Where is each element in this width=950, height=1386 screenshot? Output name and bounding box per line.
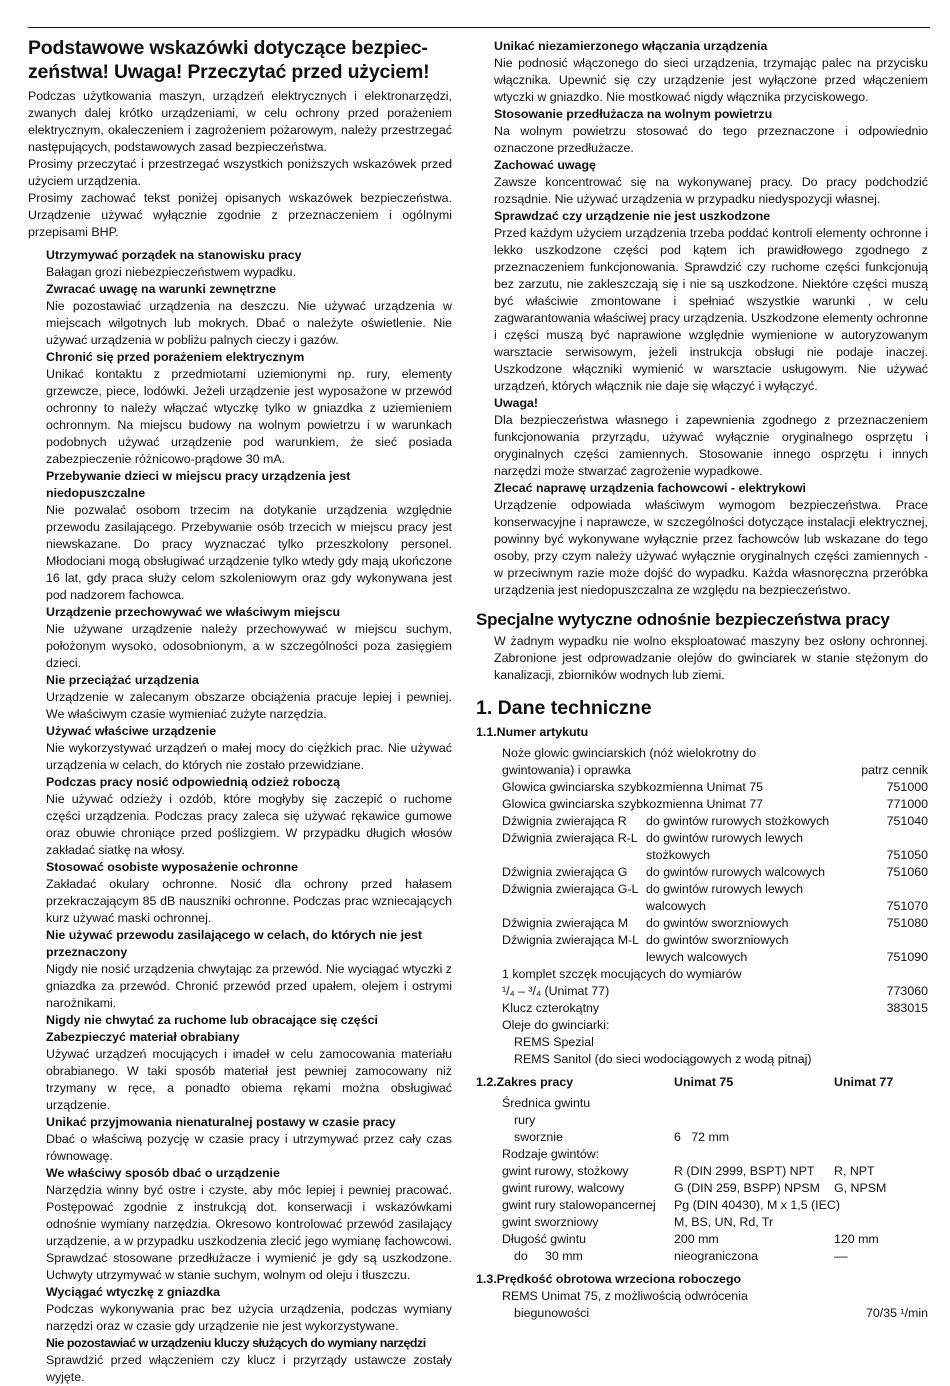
section-heading: Stosowanie przedłużacza na wolnym powietrzu xyxy=(494,107,773,121)
lever-row: Dźwignia zwierająca R-L do gwintów rurowych lewych xyxy=(502,831,804,845)
intro-paragraph: Prosimy przeczytać i przestrzegać wszystkich poniższych wskazówek przed użyciem urządzenia. xyxy=(28,157,452,188)
range-row: sworznie 6 72 mm xyxy=(514,1130,730,1144)
section-body: Podczas wykonywania prac bez użycia urządzenia, podczas wymiany narzędzi oraz w czasie gdy urządzenie nie jest wykorzystywane. xyxy=(46,1302,452,1333)
column-unimat-75: Unimat 75 xyxy=(674,1075,734,1089)
lever-row-continued: walcowych 751070 xyxy=(646,899,928,913)
article-numbers-list xyxy=(476,745,928,1068)
left-column xyxy=(28,36,452,1386)
range-row: Rodzaje gwintów: xyxy=(502,1147,600,1161)
lever-row: Dźwignia zwierająca M-L do gwintów sworzniowych xyxy=(502,933,789,947)
special-guidelines-heading: Specjalne wytyczne odnośnie bezpieczeństwa pracy xyxy=(476,610,890,629)
section-heading: Nigdy nie chwytać za ruchome lub obracające się części xyxy=(46,1013,378,1027)
range-row: gwint rurowy, walcowy G (DIN 259, BSPP) NPSM G, NPSM xyxy=(502,1181,887,1195)
section-body: Nie wykorzystywać urządzeń o małej mocy do ciężkich prac. Nie używać urządzenia w celach, do których nie zostało przewidziane. xyxy=(46,741,452,772)
top-rule xyxy=(28,27,930,28)
working-range-header xyxy=(476,1074,928,1091)
section-body: Nie pozwalać osobom trzecim na dotykanie urządzenia względnie przewodu zasilającego. Przebywanie osób trzecich w miejscu pracy jest niewskazane. Do pracy wyznaczać tylko przeszkolony personel. Młodociani mogą obsługiwać urządzenie tylko wtedy gdy mają ukończone 16 lat, gdy praca służy celom szkoleniowym oraz gdy wykonywana jest pod nadzorem fachowca. xyxy=(46,503,452,602)
range-row: rury xyxy=(514,1113,536,1127)
spindle-speed-block xyxy=(476,1288,928,1322)
article-row: Glowica gwinciarska szybkozmienna Unimat 75 751000 xyxy=(502,780,928,794)
range-row: Średnica gwintu xyxy=(502,1096,591,1110)
spindle-speed-heading: 1.3.Prędkość obrotowa wrzeciona roboczego xyxy=(476,1272,742,1286)
section-heading: Sprawdzać czy urządzenie nie jest uszkodzone xyxy=(494,209,771,223)
lever-row: Dźwignia zwierająca R do gwintów rurowych stożkowych 751040 xyxy=(502,814,928,828)
section-body: Urządzenie w zalecanym obszarze obciążenia pracuje lepiej i pewniej. We właściwym czasie wymieniać zużyte narzędzia. xyxy=(46,690,452,721)
article-row: Glowica gwinciarska szybkozmienna Unimat 77 771000 xyxy=(502,797,928,811)
section-heading: Podczas pracy nosić odpowiednią odzież roboczą xyxy=(46,775,340,789)
oils-label: Oleje do gwinciarki: xyxy=(502,1018,610,1032)
lever-row: Dźwignia zwierająca G-L do gwintów rurowych lewych xyxy=(502,882,804,896)
article-row: Noże glowic gwinciarskich (nóż wielokrotny do xyxy=(502,746,757,760)
section-heading: Zwracać uwagę na warunki zewnętrzne xyxy=(46,282,276,296)
section-body: Nigdy nie nosić urządzenia chwytając za przewód. Nie wyciągać wtyczki z gniazdka za przewód. Chronić przewód przed upałem, olejem i ostrymi narożnikami. xyxy=(46,962,452,1010)
range-row: do 30 mm nieograniczona –– xyxy=(514,1249,848,1263)
lever-row: Dźwignia zwierająca G do gwintów rurowych walcowych 751060 xyxy=(502,865,928,879)
section-heading: Nie przeciążać urządzenia xyxy=(46,673,199,687)
lever-row: Dźwignia zwierająca M do gwintów sworzniowych 751080 xyxy=(502,916,928,930)
section-body: Zawsze koncentrować się na wykonywanej pracy. Do pracy podchodzić rozsądnie. Nie używać urządzenia w przypadku niedyspozycji własnej. xyxy=(494,175,928,206)
section-body: Dla bezpieczeństwa własnego i zapewnienia zgodnego z przeznaczeniem funkcjonowania przyrządu, używać wyłącznie oryginalnego osprzętu i oryginalnych części zamiennych. Stosowanie innego osprzętu i innych narzędzi może stwarzać zagrożenie wypadkowe. xyxy=(494,413,928,478)
safety-rules-list-continued xyxy=(476,38,928,599)
section-heading: Chronić się przed porażeniem elektrycznym xyxy=(46,350,305,364)
section-heading: Zabezpieczyć materiał obrabiany xyxy=(46,1030,240,1044)
section-body: Sprawdzić przed włączeniem czy klucz i przyrządy ustawcze zostały wyjęte. xyxy=(46,1353,452,1384)
section-heading: Zlecać naprawę urządzenia fachowcowi - elektrykowi xyxy=(494,481,806,495)
range-row: gwint rury stalowopancernej Pg (DIN 40430), M x 1,5 (IEC) xyxy=(502,1198,840,1212)
column-unimat-77: Unimat 77 xyxy=(834,1075,894,1089)
section-body: Narzędzia winny być ostre i czyste, aby móc lepiej i pewniej pracować. Postępować zgodnie z instrukcją dot. konserwacji i wskazówkami odnośnie wymiany narzędzia. Okresowo kontrolować przewód zasilający urządzenie, a w przypadku uszkodzenia zlecić jego wymianę fachowcowi. Sprawdzać stosowane przedłużacze i wymienić je gdy są uszkodzone. Uchwyty utrzymywać w stanie suchym, wolnym od oleju i tłuszczu. xyxy=(46,1183,452,1282)
article-row: gwintowania) i oprawka patrz cennik xyxy=(502,763,928,777)
section-heading: Nie pozostawiać w urządzeniu kluczy służących do wymiany narzędzi xyxy=(46,1336,426,1350)
article-row: 1 komplet szczęk mocujących do wymiarów xyxy=(502,967,742,981)
section-body: Na wolnym powietrzu stosować do tego przeznaczone i odpowiednio oznaczone przedłużacze. xyxy=(494,124,928,155)
range-row: gwint sworzniowy M, BS, UN, Rd, Tr xyxy=(502,1215,774,1229)
section-body: Unikać kontaktu z przedmiotami uziemionymi np. rury, elementy grzewcze, piece, lodówki. Jeżeli urządzenie jest wyposażone w przewód ochronny to należy włączać wtyczkę tylko w gniazdka z uziemieniem ochronnym. Na miejscu budowy na wolnym powietrzu i w warunkach podobnych używać urządzenie pod warunkiem, że sieć posiada zabezpieczenie różnicowo-prądowe 30 mA. xyxy=(46,367,452,466)
right-column xyxy=(476,38,928,1322)
oil-item: REMS Sanitol (do sieci wodociągowych z wodą pitnaj) xyxy=(514,1052,812,1066)
section-heading: Używać właściwe urządzenie xyxy=(46,724,217,738)
article-row: ¹/₄ – ³/₄ (Unimat 77) 773060 xyxy=(502,984,928,998)
lever-row-continued: stożkowych 751050 xyxy=(646,848,928,862)
lever-row-continued: lewych walcowych 751090 xyxy=(646,950,928,964)
intro-paragraph: Podczas użytkowania maszyn, urządzeń elektrycznych i elektronarzędzi, zwanych dalej krótko urządzeniami, w celu ochrony przed porażeniem elektrycznym, okaleczeniem i zagrożeniem pożarowym, należy przestrzegać następujących, podstawowych zasad bezpieczeństwa. xyxy=(28,89,452,154)
section-heading: Wyciągać wtyczkę z gniazdka xyxy=(46,1285,221,1299)
section-heading: Przebywanie dzieci w miejscu pracy urządzenia jest niedopuszczalne xyxy=(46,469,351,500)
section-heading: Stosować osobiste wyposażenie ochronne xyxy=(46,860,298,874)
safety-rules-list xyxy=(28,247,452,1386)
intro-paragraph: Prosimy zachować tekst poniżej opisanych wskazówek bezpieczeństwa. Urządzenie używać wyłącznie zgodnie z przeznaczeniem i ogólnymi przepisami BHP. xyxy=(28,191,452,239)
section-body: Używać urządzeń mocujących i imadeł w celu zamocowania materiału obrabianego. W taki sposób materiał jest pewniej zamocowany niż trzymany w ręce, a ponadto obiema rękami można obsługiwać urządzenie. xyxy=(46,1047,452,1112)
section-heading: Urządzenie przechowywać we właściwym miejscu xyxy=(46,605,341,619)
section-body: Nie podnosić włączonego do sieci urządzenia, trzymając palec na przycisku włącznika. Upewnić się czy urządzenie jest wyłączone przed włączeniem wtyczki w gniazdko. Nie mostkować nigdy włącznika przyciskowego. xyxy=(494,56,928,104)
range-row: gwint rurowy, stożkowy R (DIN 2999, BSPT) NPT R, NPT xyxy=(502,1164,875,1178)
section-body: Bałagan grozi niebezpieczeństwem wypadku. xyxy=(46,265,297,279)
section-body: Dbać o właściwą pozycję w czasie pracy i utrzymywać przez cały czas równowagę. xyxy=(46,1132,452,1163)
page-title: Podstawowe wskazówki dotyczące bezpiec-zeństwa! Uwaga! Przeczytać przed użyciem! xyxy=(28,37,430,83)
article-numbers-heading: 1.1.Numer artykutu xyxy=(476,725,589,739)
section-body: Zakładać okulary ochronne. Nosić dla ochrony przed hałasem przekraczającym 85 dB nauszniki ochronne. Podczas prac wzniecających kurz używać maski ochronnej. xyxy=(46,877,452,925)
working-range-table xyxy=(476,1095,928,1265)
spindle-speed-label-cont: biegunowości xyxy=(514,1306,590,1320)
section-heading: Uwaga! xyxy=(494,396,539,410)
section-heading: Nie używać przewodu zasilającego w celach, do których nie jest przeznaczony xyxy=(46,928,422,959)
section-body: Urządzenie odpowiada właściwym wymogom bezpieczeństwa. Prace konserwacyjne i naprawcze, w szczególności dotyczące instalacji elektrycznej, powinny być wykonywane wyłącznie przez fachowców lub wskazane do tego osoby, przy czym należy używać wyłącznie oryginalnych części zamiennych - w przeciwnym razie może dojść do wypadku. Każda własnoręczna przeróbka urządzenia jest niedopuszczalna ze względu na bezpieczeństwo. xyxy=(494,498,928,597)
spindle-speed-value: 70/35 ¹/min xyxy=(866,1306,928,1320)
special-guidelines-body: W żadnym wypadku nie wolno eksploatować maszyny bez osłony ochronnej. Zabronione jest odprowadzanie olejów do gwinciarek w stanie stężonym do kanalizacji, zbiorników wodnych lub ziemi. xyxy=(494,634,928,682)
section-body: Nie pozostawiać urządzenia na deszczu. Nie używać urządzenia w miejscach wilgotnych lub mokrych. Dbać o należyte oświetlenie. Nie używać urządzenia w pobliżu palnych cieczy i gazów. xyxy=(46,299,452,347)
working-range-heading: 1.2.Zakres pracy xyxy=(476,1075,574,1089)
section-body: Przed każdym użyciem urządzenia trzeba poddać kontroli elementy ochronne i lekko uszkodzone części pod kątem ich prawidłowego zgodnego z przeznaczeniem funkcjonowania. Sprawdzić czy ruchome części funkcjonują bez zarzutu, nie zakleszczają się i nie są uszkodzone. Niektóre części muszą być właściwie zmontowane i spełniać wszystkie warunki , w celu zagwarantowania właściwej pracy urządzenia. Uszkodzone elementy ochronne i części muszą być naprawione względnie wymienione w autoryzowanym warsztacie serwisowym, jeżeli instrukcja obsługi nie podaje inaczej. Uszkodzone włączniki wymienić w warsztacie usługowym. Nie używać urządzeń, których włącznik nie daje się włączyć i wyłączyć. xyxy=(494,226,928,393)
range-row: Długość gwintu 200 mm 120 mm xyxy=(502,1232,879,1246)
section-heading: Utrzymywać porządek na stanowisku pracy xyxy=(46,248,302,262)
spindle-speed-label: REMS Unimat 75, z możliwością odwrócenia xyxy=(502,1289,748,1303)
section-heading: Unikać niezamierzonego włączania urządzenia xyxy=(494,39,768,53)
section-heading: Zachować uwagę xyxy=(494,158,596,172)
technical-data-heading: 1. Dane techniczne xyxy=(476,697,652,719)
section-body: Nie używać odzieży i ozdób, które mogłyby się zaczepić o ruchome części urządzenia. Podczas pracy zaleca się używać rękawice gumowe oraz obuwie chroniące przed poślizgiem. W przypadku długich włosów zakładać siatkę na włosy. xyxy=(46,792,452,857)
section-body: Nie używane urządzenie należy przechowywać w miejscu suchym, położonym wysoko, odosobnionym, a w szczególności poza zasięgiem dzieci. xyxy=(46,622,452,670)
section-heading: We właściwy sposób dbać o urządzenie xyxy=(46,1166,280,1180)
section-heading: Unikać przyjmowania nienaturalnej postawy w czasie pracy xyxy=(46,1115,396,1129)
oil-item: REMS Spezial xyxy=(514,1035,594,1049)
article-row: Klucz czterokątny 383015 xyxy=(502,1001,928,1015)
